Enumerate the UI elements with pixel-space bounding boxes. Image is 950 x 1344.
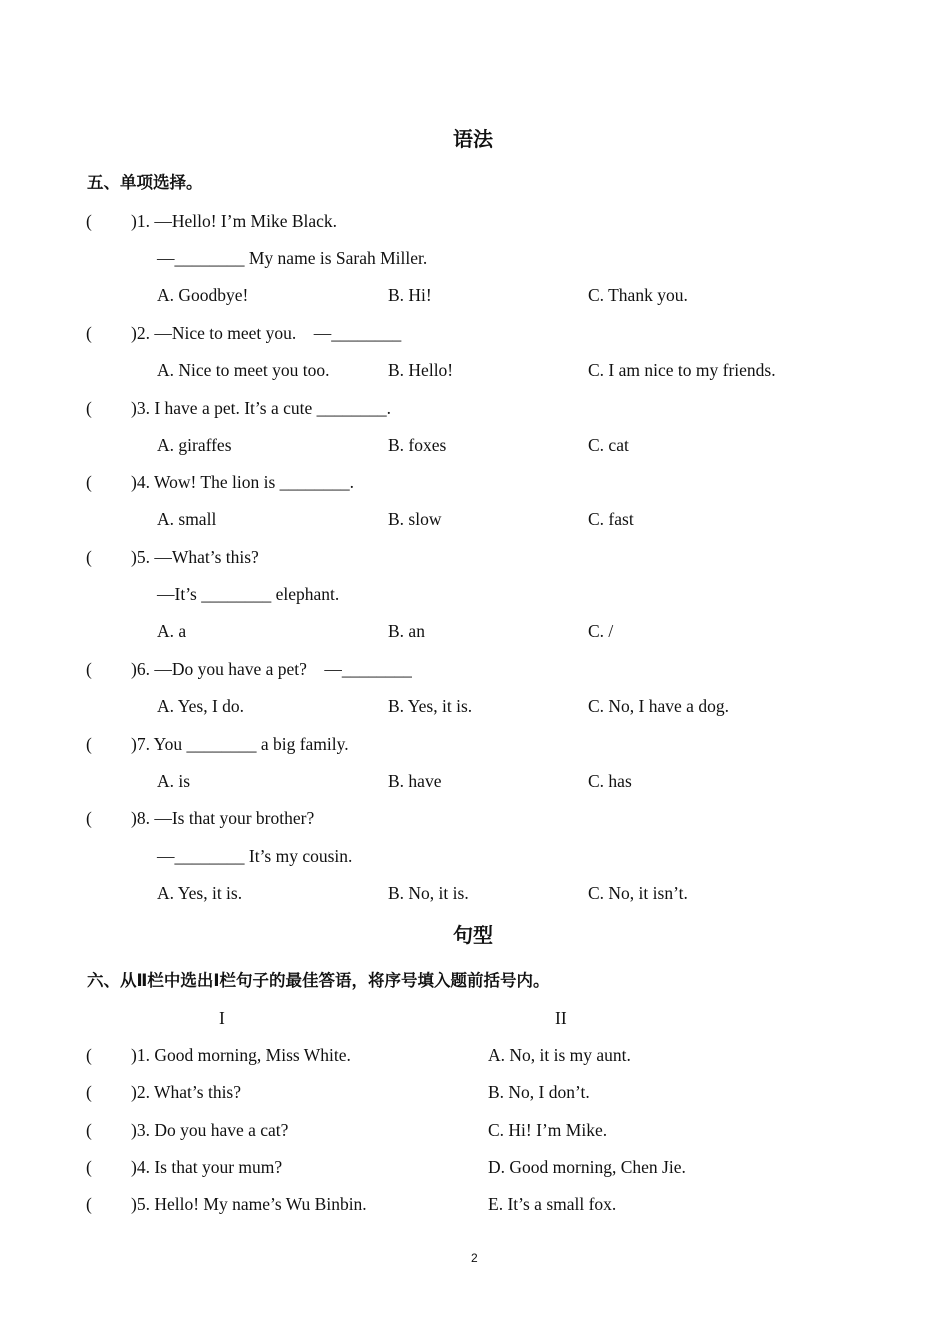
- answer-bracket[interactable]: (: [86, 1120, 92, 1140]
- option-a: A. Yes, I do.: [157, 696, 245, 716]
- option-c: C. cat: [588, 435, 629, 455]
- answer-bracket[interactable]: (: [86, 472, 92, 492]
- option-c: C. Thank you.: [588, 285, 688, 305]
- option-c: C. has: [588, 771, 632, 791]
- option-a: A. small: [157, 509, 217, 529]
- question-line: —________ My name is Sarah Miller.: [157, 248, 428, 268]
- answer-bracket[interactable]: (: [86, 808, 92, 828]
- sentence-title: 句型: [453, 923, 493, 947]
- answer-bracket[interactable]: (: [86, 398, 92, 418]
- answer-bracket[interactable]: (: [86, 1157, 92, 1177]
- question-stem: )7. You ________ a big family.: [131, 734, 349, 754]
- option-a: A. Goodbye!: [157, 285, 249, 305]
- match-answer: D. Good morning, Chen Jie.: [488, 1157, 686, 1177]
- match-answer: E. It’s a small fox.: [488, 1194, 617, 1214]
- option-a: A. a: [157, 621, 187, 641]
- answer-bracket[interactable]: (: [86, 734, 92, 754]
- option-c: C. No, I have a dog.: [588, 696, 729, 716]
- section-five-heading: 五、单项选择。: [87, 173, 203, 192]
- answer-bracket[interactable]: (: [86, 211, 92, 231]
- option-c: C. /: [588, 621, 614, 641]
- question-line: —________ It’s my cousin.: [157, 846, 353, 866]
- option-c: C. I am nice to my friends.: [588, 360, 776, 380]
- match-answer: B. No, I don’t.: [488, 1082, 590, 1102]
- option-c: C. fast: [588, 509, 634, 529]
- answer-bracket[interactable]: (: [86, 547, 92, 567]
- match-question: )1. Good morning, Miss White.: [131, 1045, 351, 1065]
- question-stem: )1. —Hello! I’m Mike Black.: [131, 211, 338, 231]
- option-a: A. giraffes: [157, 435, 232, 455]
- question-stem: )4. Wow! The lion is ________.: [131, 472, 355, 492]
- option-a: A. is: [157, 771, 191, 791]
- answer-bracket[interactable]: (: [86, 1194, 92, 1214]
- page-number: 2: [471, 1251, 478, 1265]
- option-b: B. an: [388, 621, 425, 641]
- option-c: C. No, it isn’t.: [588, 883, 688, 903]
- option-a: A. Nice to meet you too.: [157, 360, 330, 380]
- answer-bracket[interactable]: (: [86, 659, 92, 679]
- option-b: B. Hi!: [388, 285, 432, 305]
- match-answer: A. No, it is my aunt.: [488, 1045, 631, 1065]
- answer-bracket[interactable]: (: [86, 323, 92, 343]
- option-b: B. Hello!: [388, 360, 454, 380]
- question-stem: )3. I have a pet. It’s a cute ________.: [131, 398, 391, 418]
- option-b: B. slow: [388, 509, 442, 529]
- question-stem: )2. —Nice to meet you. —________: [131, 323, 402, 343]
- question-stem: )6. —Do you have a pet? —________: [131, 659, 412, 679]
- grammar-title: 语法: [453, 127, 493, 151]
- column-two-header: II: [555, 1008, 567, 1028]
- match-answer: C. Hi! I’m Mike.: [488, 1120, 608, 1140]
- option-b: B. No, it is.: [388, 883, 469, 903]
- answer-bracket[interactable]: (: [86, 1045, 92, 1065]
- match-question: )5. Hello! My name’s Wu Binbin.: [131, 1194, 367, 1214]
- question-stem: )5. —What’s this?: [131, 547, 259, 567]
- option-a: A. Yes, it is.: [157, 883, 243, 903]
- match-question: )4. Is that your mum?: [131, 1157, 283, 1177]
- column-one-header: I: [219, 1008, 225, 1028]
- question-line: —It’s ________ elephant.: [157, 584, 340, 604]
- option-b: B. Yes, it is.: [388, 696, 473, 716]
- match-question: )2. What’s this?: [131, 1082, 242, 1102]
- section-six-heading: 六、从Ⅱ栏中选出Ⅰ栏句子的最佳答语，将序号填入题前括号内。: [87, 971, 550, 990]
- question-stem: )8. —Is that your brother?: [131, 808, 315, 828]
- answer-bracket[interactable]: (: [86, 1082, 92, 1102]
- match-question: )3. Do you have a cat?: [131, 1120, 289, 1140]
- option-b: B. have: [388, 771, 442, 791]
- option-b: B. foxes: [388, 435, 447, 455]
